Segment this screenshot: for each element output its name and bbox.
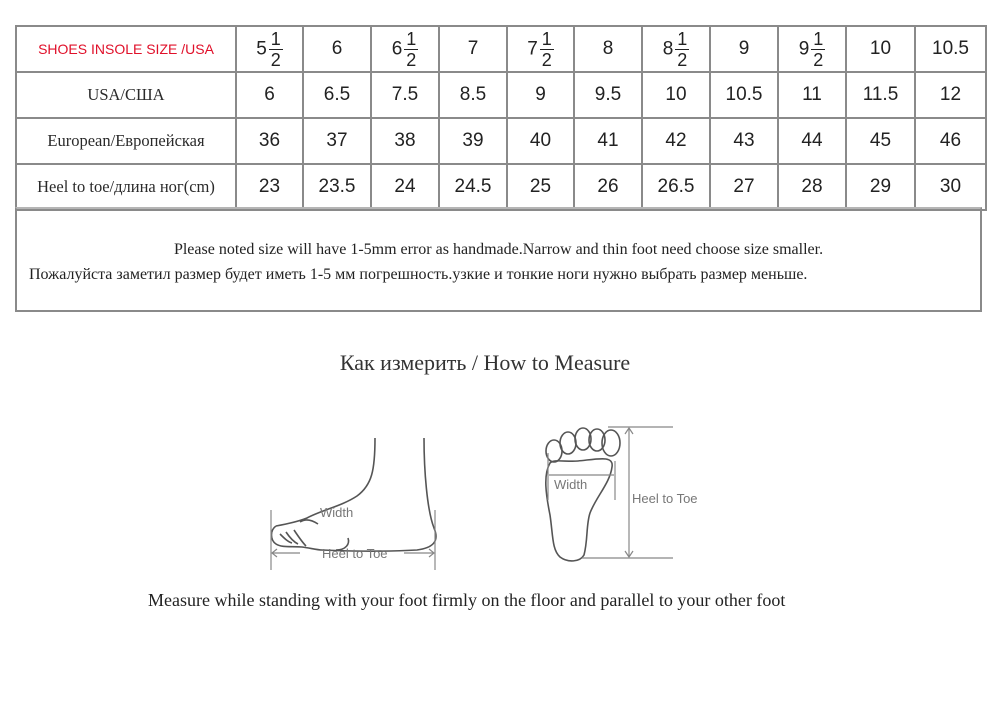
- insole-size-cell: [439, 26, 507, 72]
- size-value-cell: 42: [642, 118, 710, 164]
- heel-to-toe-row-label: Heel to toe/длина ног(cm): [16, 164, 236, 210]
- measure-instruction: Measure while standing with your foot firmly on the floor and parallel to your other foot: [148, 590, 786, 610]
- fraction-numerator: 1: [541, 28, 552, 49]
- side-view-foot-diagram: [262, 430, 452, 570]
- insole-size-cell: [236, 26, 303, 72]
- size-value-cell: 43: [710, 118, 778, 164]
- size-value-cell: 26: [574, 164, 642, 210]
- sole-length-label: Heel to Toe: [632, 491, 698, 506]
- size-value-cell: 28: [778, 164, 846, 210]
- insole-size-cell: [915, 26, 986, 72]
- note-russian: Пожалуйста заметил размер будет иметь 1-5 мм погрешность.узкие и тонкие ноги нужно выбрать размер меньше.: [29, 266, 808, 283]
- size-value-cell: 7.5: [371, 72, 439, 118]
- size-value-cell: 6: [236, 72, 303, 118]
- size-value-cell: 11.5: [846, 72, 915, 118]
- size-whole: 9: [738, 37, 750, 59]
- fraction-numerator: 1: [677, 28, 688, 49]
- insole-size-header: SHOES INSOLE SIZE /USA: [16, 26, 236, 72]
- size-value-cell: 23.5: [303, 164, 371, 210]
- size-value-cell: 44: [778, 118, 846, 164]
- size-whole: 7: [467, 37, 479, 59]
- insole-size-cell: [642, 26, 710, 72]
- heel-to-toe-row: [16, 164, 986, 210]
- insole-size-cell: [778, 26, 846, 72]
- size-whole: 8: [602, 37, 614, 59]
- size-value-cell: 41: [574, 118, 642, 164]
- size-value-cell: 8.5: [439, 72, 507, 118]
- size-whole: 5: [256, 38, 267, 59]
- size-whole: 6: [391, 38, 403, 59]
- side-length-label: Heel to Toe: [322, 546, 388, 561]
- size-value-cell: 45: [846, 118, 915, 164]
- size-value-cell: 26.5: [642, 164, 710, 210]
- side-width-label: Width: [320, 505, 354, 520]
- fraction-denominator: 2: [270, 49, 281, 70]
- half-fraction: [811, 30, 825, 69]
- fraction-denominator: 2: [813, 49, 824, 70]
- note-english: Please noted size will have 1-5mm error as handmade.Narrow and thin foot need choose size smaller.: [173, 241, 824, 258]
- size-whole: 6: [331, 37, 343, 59]
- size-value-cell: 37: [303, 118, 371, 164]
- size-value-cell: 30: [915, 164, 986, 210]
- size-chart-table: [15, 25, 987, 211]
- sole-foot-illustration: [538, 425, 718, 570]
- insole-size-cell: [710, 26, 778, 72]
- half-fraction: [269, 30, 283, 69]
- insole-size-cell: [846, 26, 915, 72]
- fraction-numerator: 1: [813, 28, 824, 49]
- size-value-cell: 38: [371, 118, 439, 164]
- size-notes-box: [15, 207, 982, 312]
- size-value-cell: 10.5: [710, 72, 778, 118]
- side-foot-illustration: [262, 430, 452, 570]
- how-to-measure-title: Как измерить / How to Measure: [339, 350, 631, 375]
- size-value-cell: 40: [507, 118, 574, 164]
- size-value-cell: 24: [371, 164, 439, 210]
- size-whole: 8: [662, 38, 674, 59]
- fraction-numerator: 1: [270, 28, 281, 49]
- size-value-cell: 39: [439, 118, 507, 164]
- insole-size-cell: [574, 26, 642, 72]
- size-value-cell: 9: [507, 72, 574, 118]
- size-value-cell: 11: [778, 72, 846, 118]
- half-fraction: [404, 30, 418, 69]
- insole-size-row: [16, 26, 986, 72]
- size-value-cell: 25: [507, 164, 574, 210]
- half-fraction: [540, 30, 554, 69]
- size-value-cell: 29: [846, 164, 915, 210]
- usa-row-label: USA/США: [16, 72, 236, 118]
- sole-view-foot-diagram: [538, 425, 718, 570]
- fraction-denominator: 2: [406, 49, 417, 70]
- size-value-cell: 9.5: [574, 72, 642, 118]
- size-value-cell: 6.5: [303, 72, 371, 118]
- insole-size-cell: [507, 26, 574, 72]
- size-whole: 9: [798, 38, 810, 59]
- size-value-cell: 27: [710, 164, 778, 210]
- european-size-row: [16, 118, 986, 164]
- size-value-cell: 36: [236, 118, 303, 164]
- size-value-cell: 23: [236, 164, 303, 210]
- size-value-cell: 46: [915, 118, 986, 164]
- fraction-numerator: 1: [406, 28, 417, 49]
- fraction-denominator: 2: [541, 49, 552, 70]
- size-value-cell: 10: [642, 72, 710, 118]
- insole-size-cell: [371, 26, 439, 72]
- size-whole: 10.5: [932, 37, 969, 59]
- half-fraction: [675, 30, 689, 69]
- size-value-cell: 24.5: [439, 164, 507, 210]
- size-value-cell: 12: [915, 72, 986, 118]
- size-whole: 10: [869, 37, 892, 59]
- insole-size-cell: [303, 26, 371, 72]
- size-whole: 7: [527, 38, 538, 59]
- fraction-denominator: 2: [677, 49, 688, 70]
- european-row-label: European/Европейская: [16, 118, 236, 164]
- usa-size-row: [16, 72, 986, 118]
- sole-width-label: Width: [554, 477, 588, 492]
